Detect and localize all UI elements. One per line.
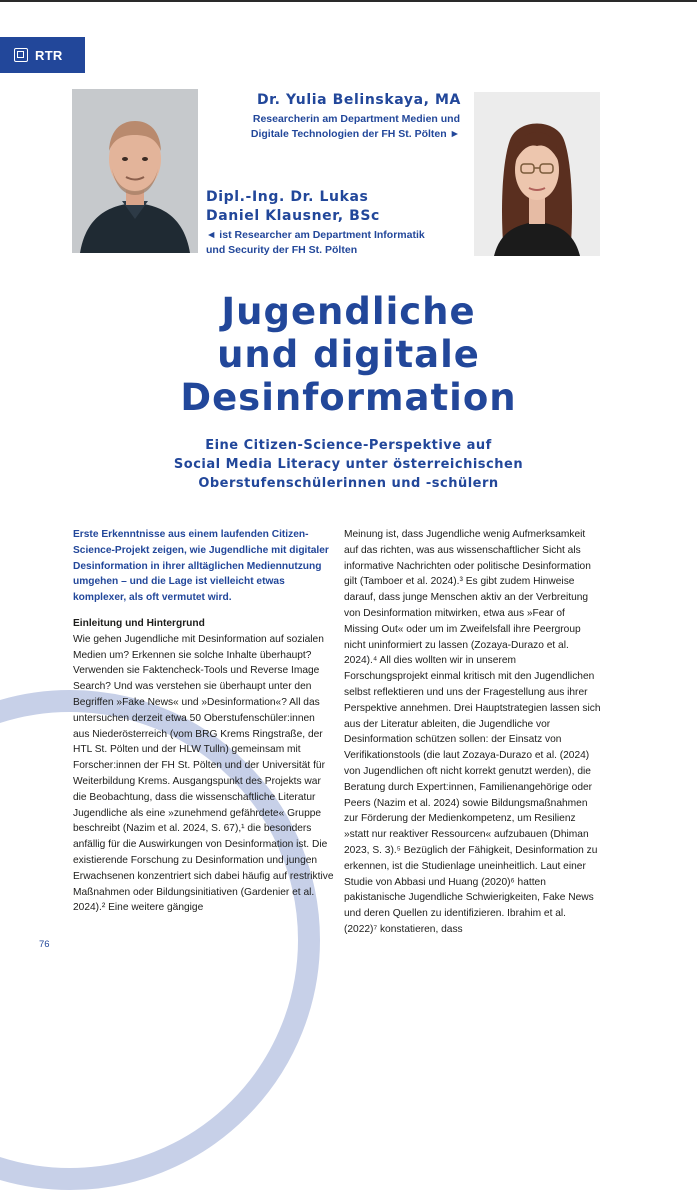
author-role-klausner	[206, 228, 466, 258]
article-subtitle	[0, 436, 697, 493]
author-role-line: ◄ ist Researcher am Department Informatik	[206, 229, 425, 241]
article-intro: Erste Erkenntnisse aus einem laufenden Citizen-Science-Projekt zeigen, wie Jugendliche mit digitaler Desinformation in ihrer alltäglichen Mediennutzung umgehen – und die Lage ist vielleicht etwas komplexer, als oft vermutet wird.	[73, 529, 329, 604]
section-heading: Einleitung und Hintergrund	[73, 617, 205, 629]
page-number: 76	[39, 939, 50, 950]
subtitle-line: Social Media Literacy unter österreichischen	[173, 457, 524, 472]
author-name-line: Daniel Klausner, BSc	[206, 208, 380, 224]
body-column-right	[344, 527, 601, 938]
author-role-belinskaya	[200, 112, 460, 142]
title-line: und digitale	[217, 333, 480, 376]
body-text-left: Wie gehen Jugendliche mit Desinformation auf sozialen Medien um? Erkennen sie solche Inhalte überhaupt? Verwenden sie Faktencheck-Tools und Reverse Image Search? Und was verstehen sie überhaupt unter den Begriffen »Fake News« und »Desinformation«? All das untersuchen derzeit etwa 50 Oberstufenschüler:innen aus Niederösterreich (vom BRG Krems Ringstraße, der HTL St. Pölten und der HLW Tulln) gemeinsam mit Forscher:innen der FH St. Pölten und der Universität für Weiterbildung Krems. Ausgangspunkt des Projekts war die Beobachtung, dass die wissenschaftliche Literatur Jugendliche als eine »zunehmend gefährdete« Gruppe beschreibt (Nazim et al. 2024, S. 67),¹ die besonders anfällig für die Auswirkungen von Desinformation ist. Die existierende Forschung zu Desinformation und jungen Erwachsenen konzentriert sich dabei häufig auf restriktive Maßnahmen oder Bildungsinitiativen (Gardenier et al. 2024).² Eine weitere gängige	[73, 633, 334, 914]
rtr-logo-icon	[14, 48, 28, 62]
title-line: Desinformation	[180, 376, 517, 419]
author-name-belinskaya: Dr. Yulia Belinskaya, MA	[256, 92, 461, 108]
rtr-label: RTR	[35, 47, 63, 63]
author-role-line: und Security der FH St. Pölten	[206, 244, 358, 256]
body-text-right: Meinung ist, dass Jugendliche wenig Aufmerksamkeit auf das richten, was aus wissenschaftlicher Sicht als informative Nachrichten oder politische Desinformation gilt (Tamboer et al. 2024).³ Es gibt zudem Hinweise darauf, dass junge Menschen aktiv an der Verbreitung von Desinformation mitwirken, etwa aus »Fear of Missing Out« oder um im Zweifelsfall ihre Peergroup nicht uninformiert zu lassen (Zozaya-Durazo et al. 2024).⁴ All dies wollten wir in unserem Forschungsprojekt einmal kritisch mit den Jugendlichen selbst reflektieren und uns der Fragestellung aus ihrer Perspektive annehmen. Drei Hauptstrategien lassen sich aus der Literatur ableiten, die Jugendliche vor Desinformation schützen sollen: der Einsatz von Verifikationstools (die laut Zozaya-Durazo et al. (2024) von Jugendlichen oft nicht korrekt genutzt werden), die Beratung durch Expert:innen, Familienangehörige oder Peers (Nazim et al. 2024) sowie Bildungsmaßnahmen zur Förderung der Medienkompetenz, um Resilienz »statt nur reaktiver Ressourcen« aufzubauen (Dhiman 2023, S. 3).⁵ Bezüglich der Fähigkeit, Desinformation zu erkennen, ist die Studienlage uneinheitlich. Laut einer Studie von Abbasi und Huang (2020)⁶ hatten pakistanische Jugendliche Schwierigkeiten, Fake News und deren Quellen zu identifizieren. Ibrahim et al. (2022)⁷ konstatieren, dass	[344, 529, 601, 935]
title-line: Jugendliche	[221, 290, 476, 333]
author-name-klausner	[206, 188, 466, 226]
author-role-line: Researcherin am Department Medien und	[252, 113, 460, 125]
top-rule	[0, 0, 697, 2]
author-role-line: Digitale Technologien der FH St. Pölten ►	[250, 128, 460, 140]
woman-portrait-image	[474, 92, 600, 256]
author-photo-klausner	[72, 89, 198, 253]
body-column-left	[73, 527, 334, 916]
man-portrait-image	[72, 89, 198, 253]
subtitle-line: Oberstufenschülerinnen und -schülern	[198, 476, 499, 491]
rtr-badge	[0, 37, 85, 73]
subtitle-line: Eine Citizen-Science-Perspektive auf	[205, 438, 492, 453]
article-title	[0, 290, 697, 419]
author-photo-belinskaya	[474, 92, 600, 256]
author-name-line: Dipl.-Ing. Dr. Lukas	[206, 189, 369, 205]
